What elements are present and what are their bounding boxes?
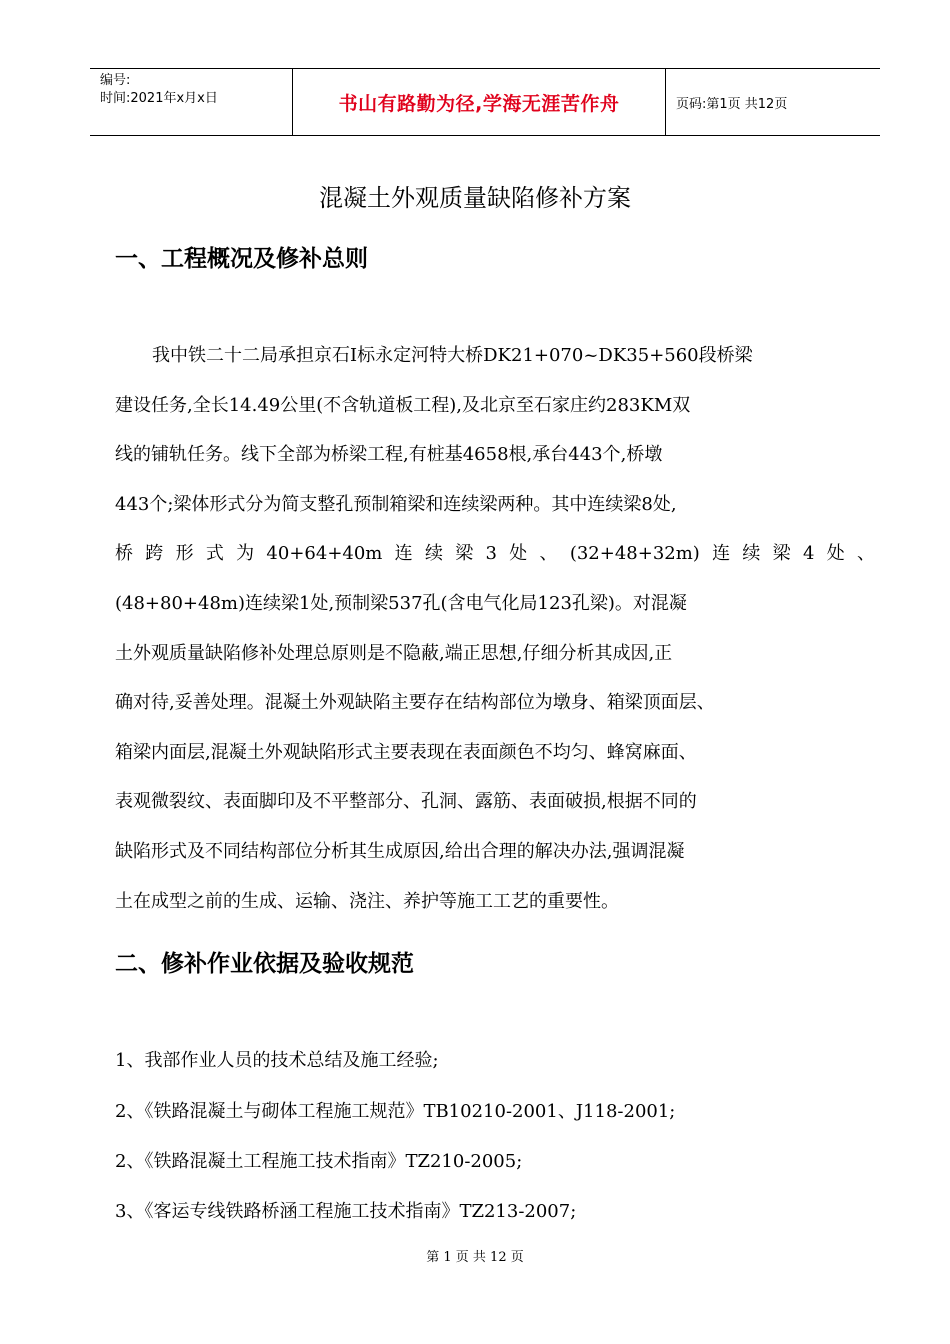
reference-item: 2、《铁路混凝土与砌体工程施工规范》TB10210-2001、J118-2001; bbox=[115, 1101, 676, 1122]
page-header bbox=[90, 68, 880, 136]
header-motto: 书山有路勤为径,学海无涯苦作舟 bbox=[293, 69, 666, 135]
document-title: 混凝土外观质量缺陷修补方案 bbox=[319, 184, 631, 212]
paragraph-line: 建设任务,全长14.49公里(不含轨道板工程),及北京至石家庄约283KM双 bbox=[115, 394, 691, 416]
paragraph-line: 确对待,妥善处理。混凝土外观缺陷主要存在结构部位为墩身、箱梁顶面层、 bbox=[115, 692, 715, 714]
paragraph-line: 土外观质量缺陷修补处理总原则是不隐蔽,端正思想,仔细分析其成因,正 bbox=[115, 642, 673, 664]
page-footer: 第 1 页 共 12 页 bbox=[426, 1250, 524, 1265]
reference-item: 1、我部作业人员的技术总结及施工经验; bbox=[115, 1050, 439, 1071]
paragraph-line: 我中铁二十二局承担京石Ⅰ标永定河特大桥DK21+070~DK35+560段桥梁 bbox=[152, 345, 753, 366]
time-label: 时间:2021年x月x日 bbox=[100, 91, 218, 106]
paragraph-line: 表观微裂纹、表面脚印及不平整部分、孔洞、露筋、表面破损,根据不同的 bbox=[115, 791, 697, 813]
number-label: 编号: bbox=[100, 73, 131, 88]
paragraph-line: 土在成型之前的生成、运输、浇注、养护等施工工艺的重要性。 bbox=[115, 890, 619, 912]
section2-heading: 二、修补作业依据及验收规范 bbox=[115, 951, 414, 977]
paragraph-line: (48+80+48m)连续梁1处,预制梁537孔(含电气化局123孔梁)。对混凝 bbox=[115, 592, 687, 614]
paragraph-line: 桥跨形式为40+64+40m连续梁3处、(32+48+32m)连续梁4处、 bbox=[115, 543, 875, 565]
section1-paragraph bbox=[115, 342, 875, 937]
reference-item: 3、《客运专线铁路桥涵工程施工技术指南》TZ213-2007; bbox=[115, 1201, 577, 1222]
paragraph-line: 箱梁内面层,混凝土外观缺陷形式主要表现在表面颜色不均匀、蜂窝麻面、 bbox=[115, 741, 697, 763]
paragraph-line: 443个;梁体形式分为简支整孔预制箱梁和连续梁两种。其中连续梁8处, bbox=[115, 493, 677, 515]
paragraph-line: 线的铺轨任务。线下全部为桥梁工程,有桩基4658根,承台443个,桥墩 bbox=[115, 444, 663, 466]
reference-item: 2、《铁路混凝土工程施工技术指南》TZ210-2005; bbox=[115, 1151, 523, 1172]
section1-heading: 一、工程概况及修补总则 bbox=[115, 246, 368, 272]
paragraph-line: 缺陷形式及不同结构部位分析其生成原因,给出合理的解决办法,强调混凝 bbox=[115, 840, 685, 862]
header-page-label: 页码:第1页 共12页 bbox=[676, 96, 788, 112]
header-meta bbox=[90, 69, 293, 135]
